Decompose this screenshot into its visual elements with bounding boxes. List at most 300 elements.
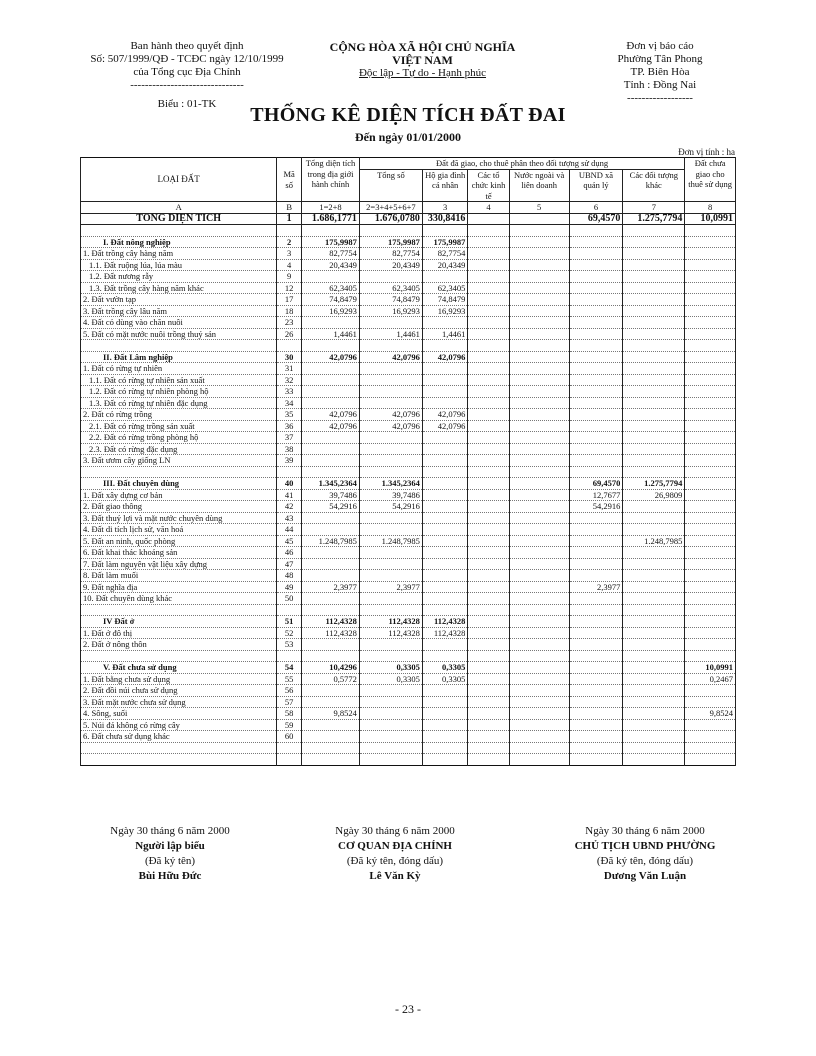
subtotal-cell bbox=[359, 604, 422, 616]
code-cell: 30 bbox=[277, 351, 302, 363]
total-area-cell bbox=[302, 317, 360, 329]
total-area-cell: 82,7754 bbox=[302, 248, 360, 260]
other-users-cell bbox=[623, 650, 685, 662]
total-area-cell: 175,9987 bbox=[302, 236, 360, 248]
land-type-cell: III. Đất chuyên dùng bbox=[81, 478, 277, 490]
table-row bbox=[81, 570, 736, 582]
other-users-cell bbox=[623, 236, 685, 248]
households-cell bbox=[422, 708, 467, 720]
center-header bbox=[315, 41, 530, 80]
table-row bbox=[81, 409, 736, 421]
col-index: 2=3+4+5+6+7 bbox=[359, 202, 422, 214]
economic-orgs-cell bbox=[468, 420, 509, 432]
other-users-cell bbox=[623, 305, 685, 317]
foreign-cell bbox=[509, 731, 569, 743]
other-users-cell bbox=[623, 363, 685, 375]
other-users-cell: 1.275,7794 bbox=[623, 478, 685, 490]
economic-orgs-cell bbox=[468, 685, 509, 697]
land-type-cell: 2. Đất có rừng trồng bbox=[81, 409, 277, 421]
signature-name: Lê Văn Kỳ bbox=[369, 870, 421, 882]
total-area-cell: 62,3405 bbox=[302, 282, 360, 294]
ward-committee-cell bbox=[569, 673, 623, 685]
foreign-cell bbox=[509, 340, 569, 352]
form-code: Biểu : 01-TK bbox=[157, 98, 217, 110]
households-cell: 112,4328 bbox=[422, 627, 467, 639]
table-row bbox=[81, 639, 736, 651]
land-type-cell bbox=[81, 742, 277, 754]
foreign-cell bbox=[509, 570, 569, 582]
households-cell bbox=[422, 754, 467, 766]
total-area-cell bbox=[302, 593, 360, 605]
foreign-cell bbox=[509, 512, 569, 524]
ward-committee-cell bbox=[569, 363, 623, 375]
foreign-cell bbox=[509, 294, 569, 306]
signature-note: (Đã ký tên, đóng dấu) bbox=[596, 855, 694, 867]
households-cell bbox=[422, 374, 467, 386]
ward-committee-cell: 12,7677 bbox=[569, 489, 623, 501]
code-cell: 17 bbox=[277, 294, 302, 306]
subtotal-cell bbox=[359, 593, 422, 605]
ward-committee-cell bbox=[569, 374, 623, 386]
ward-committee-cell bbox=[569, 409, 623, 421]
economic-orgs-cell bbox=[468, 363, 509, 375]
households-cell: 175,9987 bbox=[422, 236, 467, 248]
code-cell: 12 bbox=[277, 282, 302, 294]
col-index: A bbox=[81, 202, 277, 214]
total-area-cell: 1,4461 bbox=[302, 328, 360, 340]
table-header-row-1 bbox=[81, 158, 736, 170]
subtotal-cell: 62,3405 bbox=[359, 282, 422, 294]
households-cell bbox=[422, 443, 467, 455]
table-row bbox=[81, 558, 736, 570]
economic-orgs-cell bbox=[468, 351, 509, 363]
col-index: 5 bbox=[509, 202, 569, 214]
col-index: 6 bbox=[569, 202, 623, 214]
subtotal-cell bbox=[359, 225, 422, 237]
land-type-cell bbox=[81, 650, 277, 662]
unallocated-cell bbox=[685, 386, 736, 398]
other-users-cell: 26,9809 bbox=[623, 489, 685, 501]
code-cell: 52 bbox=[277, 627, 302, 639]
economic-orgs-cell bbox=[468, 294, 509, 306]
total-area-cell bbox=[302, 570, 360, 582]
subtotal-cell: 112,4328 bbox=[359, 627, 422, 639]
other-users-cell bbox=[623, 754, 685, 766]
subtotal-cell bbox=[359, 731, 422, 743]
households-cell bbox=[422, 501, 467, 513]
subtotal-cell bbox=[359, 639, 422, 651]
table-row bbox=[81, 294, 736, 306]
households-cell: 42,0796 bbox=[422, 351, 467, 363]
code-cell bbox=[277, 466, 302, 478]
households-cell: 20,4349 bbox=[422, 259, 467, 271]
foreign-cell bbox=[509, 305, 569, 317]
economic-orgs-cell bbox=[468, 581, 509, 593]
other-users-cell: 1.248,7985 bbox=[623, 535, 685, 547]
unallocated-cell bbox=[685, 501, 736, 513]
table-row bbox=[81, 248, 736, 260]
subtotal-cell bbox=[359, 432, 422, 444]
table-group-row bbox=[81, 351, 736, 363]
land-type-cell: 3. Đất trồng cây lâu năm bbox=[81, 305, 277, 317]
land-type-cell: 1. Đất bằng chưa sử dụng bbox=[81, 673, 277, 685]
unallocated-cell bbox=[685, 604, 736, 616]
households-cell bbox=[422, 512, 467, 524]
ward-committee-cell bbox=[569, 386, 623, 398]
ward-committee-cell bbox=[569, 466, 623, 478]
subtotal-cell bbox=[359, 547, 422, 559]
total-area-cell: 0,5772 bbox=[302, 673, 360, 685]
unallocated-cell bbox=[685, 351, 736, 363]
land-type-cell: 1.2. Đất có rừng tự nhiên phòng hộ bbox=[81, 386, 277, 398]
economic-orgs-cell bbox=[468, 593, 509, 605]
households-cell: 1,4461 bbox=[422, 328, 467, 340]
subtotal-cell bbox=[359, 570, 422, 582]
total-area-cell: 10,4296 bbox=[302, 662, 360, 674]
other-users-cell bbox=[623, 604, 685, 616]
land-type-cell: 4. Đất di tích lịch sử, văn hoá bbox=[81, 524, 277, 536]
ward-committee-cell bbox=[569, 271, 623, 283]
economic-orgs-cell bbox=[468, 719, 509, 731]
economic-orgs-cell bbox=[468, 524, 509, 536]
signature-block-chairman bbox=[545, 824, 745, 884]
economic-orgs-cell bbox=[468, 673, 509, 685]
economic-orgs-cell bbox=[468, 432, 509, 444]
land-type-cell: 2.1. Đất có rừng trồng sản xuất bbox=[81, 420, 277, 432]
total-area-cell: 39,7486 bbox=[302, 489, 360, 501]
unallocated-cell: 10,0991 bbox=[685, 213, 736, 225]
economic-orgs-cell bbox=[468, 489, 509, 501]
land-type-cell: 2. Đất giao thông bbox=[81, 501, 277, 513]
land-type-cell: V. Đất chưa sử dụng bbox=[81, 662, 277, 674]
unallocated-cell bbox=[685, 489, 736, 501]
code-cell: 33 bbox=[277, 386, 302, 398]
subtotal-cell bbox=[359, 512, 422, 524]
ward-committee-cell: 69,4570 bbox=[569, 213, 623, 225]
total-area-cell bbox=[302, 547, 360, 559]
unallocated-cell bbox=[685, 225, 736, 237]
ward-committee-cell bbox=[569, 696, 623, 708]
decision-number: Số: 507/1999/QĐ - TCĐC ngày 12/10/1999 bbox=[90, 53, 284, 65]
land-statistics-table bbox=[80, 157, 736, 766]
other-users-cell bbox=[623, 616, 685, 628]
total-area-cell bbox=[302, 340, 360, 352]
subtotal-cell bbox=[359, 524, 422, 536]
signature-block-preparer bbox=[70, 824, 270, 884]
unallocated-cell bbox=[685, 696, 736, 708]
unallocated-cell bbox=[685, 627, 736, 639]
ward-committee-cell bbox=[569, 294, 623, 306]
households-cell bbox=[422, 466, 467, 478]
subtotal-cell: 0,3305 bbox=[359, 662, 422, 674]
households-cell: 330,8416 bbox=[422, 213, 467, 225]
total-area-cell bbox=[302, 558, 360, 570]
land-type-cell: 4. Sông, suối bbox=[81, 708, 277, 720]
ward-committee-cell bbox=[569, 282, 623, 294]
col-header-foreign: Nước ngoài và liên doanh bbox=[509, 169, 569, 202]
total-area-cell bbox=[302, 719, 360, 731]
foreign-cell bbox=[509, 547, 569, 559]
households-cell bbox=[422, 271, 467, 283]
total-area-cell: 1.248,7985 bbox=[302, 535, 360, 547]
unallocated-cell bbox=[685, 236, 736, 248]
land-type-cell bbox=[81, 754, 277, 766]
land-type-cell bbox=[81, 225, 277, 237]
signature-date: Ngày 30 tháng 6 năm 2000 bbox=[585, 825, 705, 837]
subtotal-cell bbox=[359, 650, 422, 662]
unallocated-cell: 9,8524 bbox=[685, 708, 736, 720]
foreign-cell bbox=[509, 627, 569, 639]
total-area-cell: 2,3977 bbox=[302, 581, 360, 593]
other-users-cell bbox=[623, 248, 685, 260]
households-cell: 42,0796 bbox=[422, 420, 467, 432]
code-cell: 45 bbox=[277, 535, 302, 547]
signature-date: Ngày 30 tháng 6 năm 2000 bbox=[335, 825, 455, 837]
foreign-cell bbox=[509, 478, 569, 490]
households-cell: 0,3305 bbox=[422, 673, 467, 685]
foreign-cell bbox=[509, 650, 569, 662]
foreign-cell bbox=[509, 420, 569, 432]
table-group-row bbox=[81, 662, 736, 674]
subtotal-cell: 54,2916 bbox=[359, 501, 422, 513]
subtotal-cell: 1.676,0780 bbox=[359, 213, 422, 225]
other-users-cell bbox=[623, 512, 685, 524]
land-type-cell: 5. Đất có mặt nước nuôi trồng thuỷ sản bbox=[81, 328, 277, 340]
other-users-cell bbox=[623, 340, 685, 352]
foreign-cell bbox=[509, 501, 569, 513]
table-body bbox=[81, 213, 736, 765]
land-type-cell: 2. Đất ở nông thôn bbox=[81, 639, 277, 651]
table-row bbox=[81, 547, 736, 559]
unallocated-cell bbox=[685, 639, 736, 651]
table-row bbox=[81, 524, 736, 536]
table-spacer-row bbox=[81, 650, 736, 662]
households-cell bbox=[422, 558, 467, 570]
other-users-cell bbox=[623, 685, 685, 697]
ward-committee-cell: 69,4570 bbox=[569, 478, 623, 490]
signature-note: (Đã ký tên, đóng dấu) bbox=[346, 855, 444, 867]
ward-committee-cell bbox=[569, 305, 623, 317]
ward-committee-cell bbox=[569, 639, 623, 651]
foreign-cell bbox=[509, 754, 569, 766]
unallocated-cell bbox=[685, 547, 736, 559]
unallocated-cell bbox=[685, 558, 736, 570]
col-index: 3 bbox=[422, 202, 467, 214]
code-cell: 41 bbox=[277, 489, 302, 501]
unallocated-cell bbox=[685, 305, 736, 317]
unallocated-cell bbox=[685, 443, 736, 455]
total-area-cell: 16,9293 bbox=[302, 305, 360, 317]
foreign-cell bbox=[509, 374, 569, 386]
economic-orgs-cell bbox=[468, 662, 509, 674]
unallocated-cell bbox=[685, 282, 736, 294]
code-cell: 39 bbox=[277, 455, 302, 467]
unallocated-cell bbox=[685, 535, 736, 547]
foreign-cell bbox=[509, 259, 569, 271]
other-users-cell bbox=[623, 719, 685, 731]
households-cell bbox=[422, 363, 467, 375]
table-spacer-row bbox=[81, 466, 736, 478]
economic-orgs-cell bbox=[468, 340, 509, 352]
other-users-cell bbox=[623, 409, 685, 421]
total-area-cell bbox=[302, 443, 360, 455]
economic-orgs-cell bbox=[468, 213, 509, 225]
other-users-cell bbox=[623, 524, 685, 536]
table-row bbox=[81, 696, 736, 708]
table-row bbox=[81, 282, 736, 294]
total-area-cell: 9,8524 bbox=[302, 708, 360, 720]
other-users-cell bbox=[623, 282, 685, 294]
households-cell: 0,3305 bbox=[422, 662, 467, 674]
ward-committee-cell bbox=[569, 547, 623, 559]
ward-committee-cell bbox=[569, 662, 623, 674]
ward-name: Phường Tân Phong bbox=[617, 53, 703, 65]
unallocated-cell bbox=[685, 719, 736, 731]
code-cell: 59 bbox=[277, 719, 302, 731]
other-users-cell bbox=[623, 627, 685, 639]
issuing-agency: của Tổng cục Địa Chính bbox=[133, 66, 241, 78]
table-row bbox=[81, 581, 736, 593]
unallocated-cell bbox=[685, 593, 736, 605]
households-cell bbox=[422, 432, 467, 444]
table-row bbox=[81, 719, 736, 731]
land-type-cell: 2. Đất vườn tạp bbox=[81, 294, 277, 306]
land-type-cell: 8. Đất làm muối bbox=[81, 570, 277, 582]
other-users-cell bbox=[623, 386, 685, 398]
other-users-cell bbox=[623, 501, 685, 513]
col-header-group-allocated: Đất đã giao, cho thuê phân theo đối tượng sử dụng bbox=[359, 158, 684, 170]
other-users-cell bbox=[623, 708, 685, 720]
ward-committee-cell bbox=[569, 754, 623, 766]
code-cell: 54 bbox=[277, 662, 302, 674]
unallocated-cell bbox=[685, 248, 736, 260]
total-area-cell bbox=[302, 742, 360, 754]
ward-committee-cell bbox=[569, 524, 623, 536]
subtotal-cell: 20,4349 bbox=[359, 259, 422, 271]
ward-committee-cell bbox=[569, 535, 623, 547]
households-cell bbox=[422, 719, 467, 731]
total-area-cell bbox=[302, 386, 360, 398]
other-users-cell bbox=[623, 639, 685, 651]
code-cell: 40 bbox=[277, 478, 302, 490]
economic-orgs-cell bbox=[468, 455, 509, 467]
col-index: 8 bbox=[685, 202, 736, 214]
subtotal-cell: 39,7486 bbox=[359, 489, 422, 501]
unallocated-cell bbox=[685, 685, 736, 697]
table-row bbox=[81, 501, 736, 513]
ward-committee-cell bbox=[569, 455, 623, 467]
unallocated-cell bbox=[685, 259, 736, 271]
land-type-cell: 1.1. Đất có rừng tự nhiên sản xuất bbox=[81, 374, 277, 386]
total-area-cell bbox=[302, 754, 360, 766]
table-row bbox=[81, 363, 736, 375]
other-users-cell: 1.275,7794 bbox=[623, 213, 685, 225]
reporting-unit-label: Đơn vị báo cáo bbox=[626, 40, 694, 52]
code-cell: 42 bbox=[277, 501, 302, 513]
code-cell: 56 bbox=[277, 685, 302, 697]
other-users-cell bbox=[623, 742, 685, 754]
other-users-cell bbox=[623, 443, 685, 455]
other-users-cell bbox=[623, 662, 685, 674]
unallocated-cell bbox=[685, 455, 736, 467]
code-cell: 34 bbox=[277, 397, 302, 409]
land-type-cell bbox=[81, 340, 277, 352]
households-cell bbox=[422, 685, 467, 697]
subtotal-cell: 2,3977 bbox=[359, 581, 422, 593]
unallocated-cell bbox=[685, 581, 736, 593]
foreign-cell bbox=[509, 616, 569, 628]
ward-committee-cell: 2,3977 bbox=[569, 581, 623, 593]
code-cell: 37 bbox=[277, 432, 302, 444]
households-cell: 82,7754 bbox=[422, 248, 467, 260]
right-header bbox=[590, 40, 730, 105]
table-spacer-row bbox=[81, 604, 736, 616]
other-users-cell bbox=[623, 317, 685, 329]
unallocated-cell bbox=[685, 420, 736, 432]
unallocated-cell bbox=[685, 317, 736, 329]
unallocated-cell: 0,2467 bbox=[685, 673, 736, 685]
land-type-cell: 1. Đất trồng cây hàng năm bbox=[81, 248, 277, 260]
foreign-cell bbox=[509, 317, 569, 329]
households-cell: 112,4328 bbox=[422, 616, 467, 628]
table-row bbox=[81, 455, 736, 467]
code-cell: 58 bbox=[277, 708, 302, 720]
code-cell bbox=[277, 650, 302, 662]
code-cell: 47 bbox=[277, 558, 302, 570]
land-type-cell bbox=[81, 466, 277, 478]
total-area-cell: 1.345,2364 bbox=[302, 478, 360, 490]
province-name: Tỉnh : Đồng Nai bbox=[623, 79, 697, 91]
table-row bbox=[81, 328, 736, 340]
economic-orgs-cell bbox=[468, 501, 509, 513]
ward-committee-cell bbox=[569, 340, 623, 352]
table-row bbox=[81, 305, 736, 317]
land-type-cell: 2. Đất đồi núi chưa sử dụng bbox=[81, 685, 277, 697]
col-header-ward-committee: UBND xã quản lý bbox=[569, 169, 623, 202]
foreign-cell bbox=[509, 455, 569, 467]
code-cell: 23 bbox=[277, 317, 302, 329]
subtotal-cell: 82,7754 bbox=[359, 248, 422, 260]
left-header-rule: ------------------------------- bbox=[130, 79, 244, 91]
col-header-other-users: Các đối tượng khác bbox=[623, 169, 685, 202]
unallocated-cell bbox=[685, 294, 736, 306]
economic-orgs-cell bbox=[468, 627, 509, 639]
economic-orgs-cell bbox=[468, 259, 509, 271]
economic-orgs-cell bbox=[468, 248, 509, 260]
foreign-cell bbox=[509, 432, 569, 444]
left-header bbox=[72, 40, 302, 111]
ward-committee-cell bbox=[569, 570, 623, 582]
households-cell bbox=[422, 581, 467, 593]
foreign-cell bbox=[509, 593, 569, 605]
land-type-cell: 2.2. Đất có rừng trồng phòng hộ bbox=[81, 432, 277, 444]
economic-orgs-cell bbox=[468, 305, 509, 317]
unallocated-cell bbox=[685, 650, 736, 662]
economic-orgs-cell bbox=[468, 570, 509, 582]
total-area-cell bbox=[302, 397, 360, 409]
subtotal-cell bbox=[359, 374, 422, 386]
households-cell bbox=[422, 742, 467, 754]
foreign-cell bbox=[509, 466, 569, 478]
subtotal-cell bbox=[359, 685, 422, 697]
ward-committee-cell bbox=[569, 248, 623, 260]
table-row bbox=[81, 397, 736, 409]
subtotal-cell: 112,4328 bbox=[359, 616, 422, 628]
other-users-cell bbox=[623, 432, 685, 444]
code-cell: 1 bbox=[277, 213, 302, 225]
code-cell: 60 bbox=[277, 731, 302, 743]
subtotal-cell: 16,9293 bbox=[359, 305, 422, 317]
